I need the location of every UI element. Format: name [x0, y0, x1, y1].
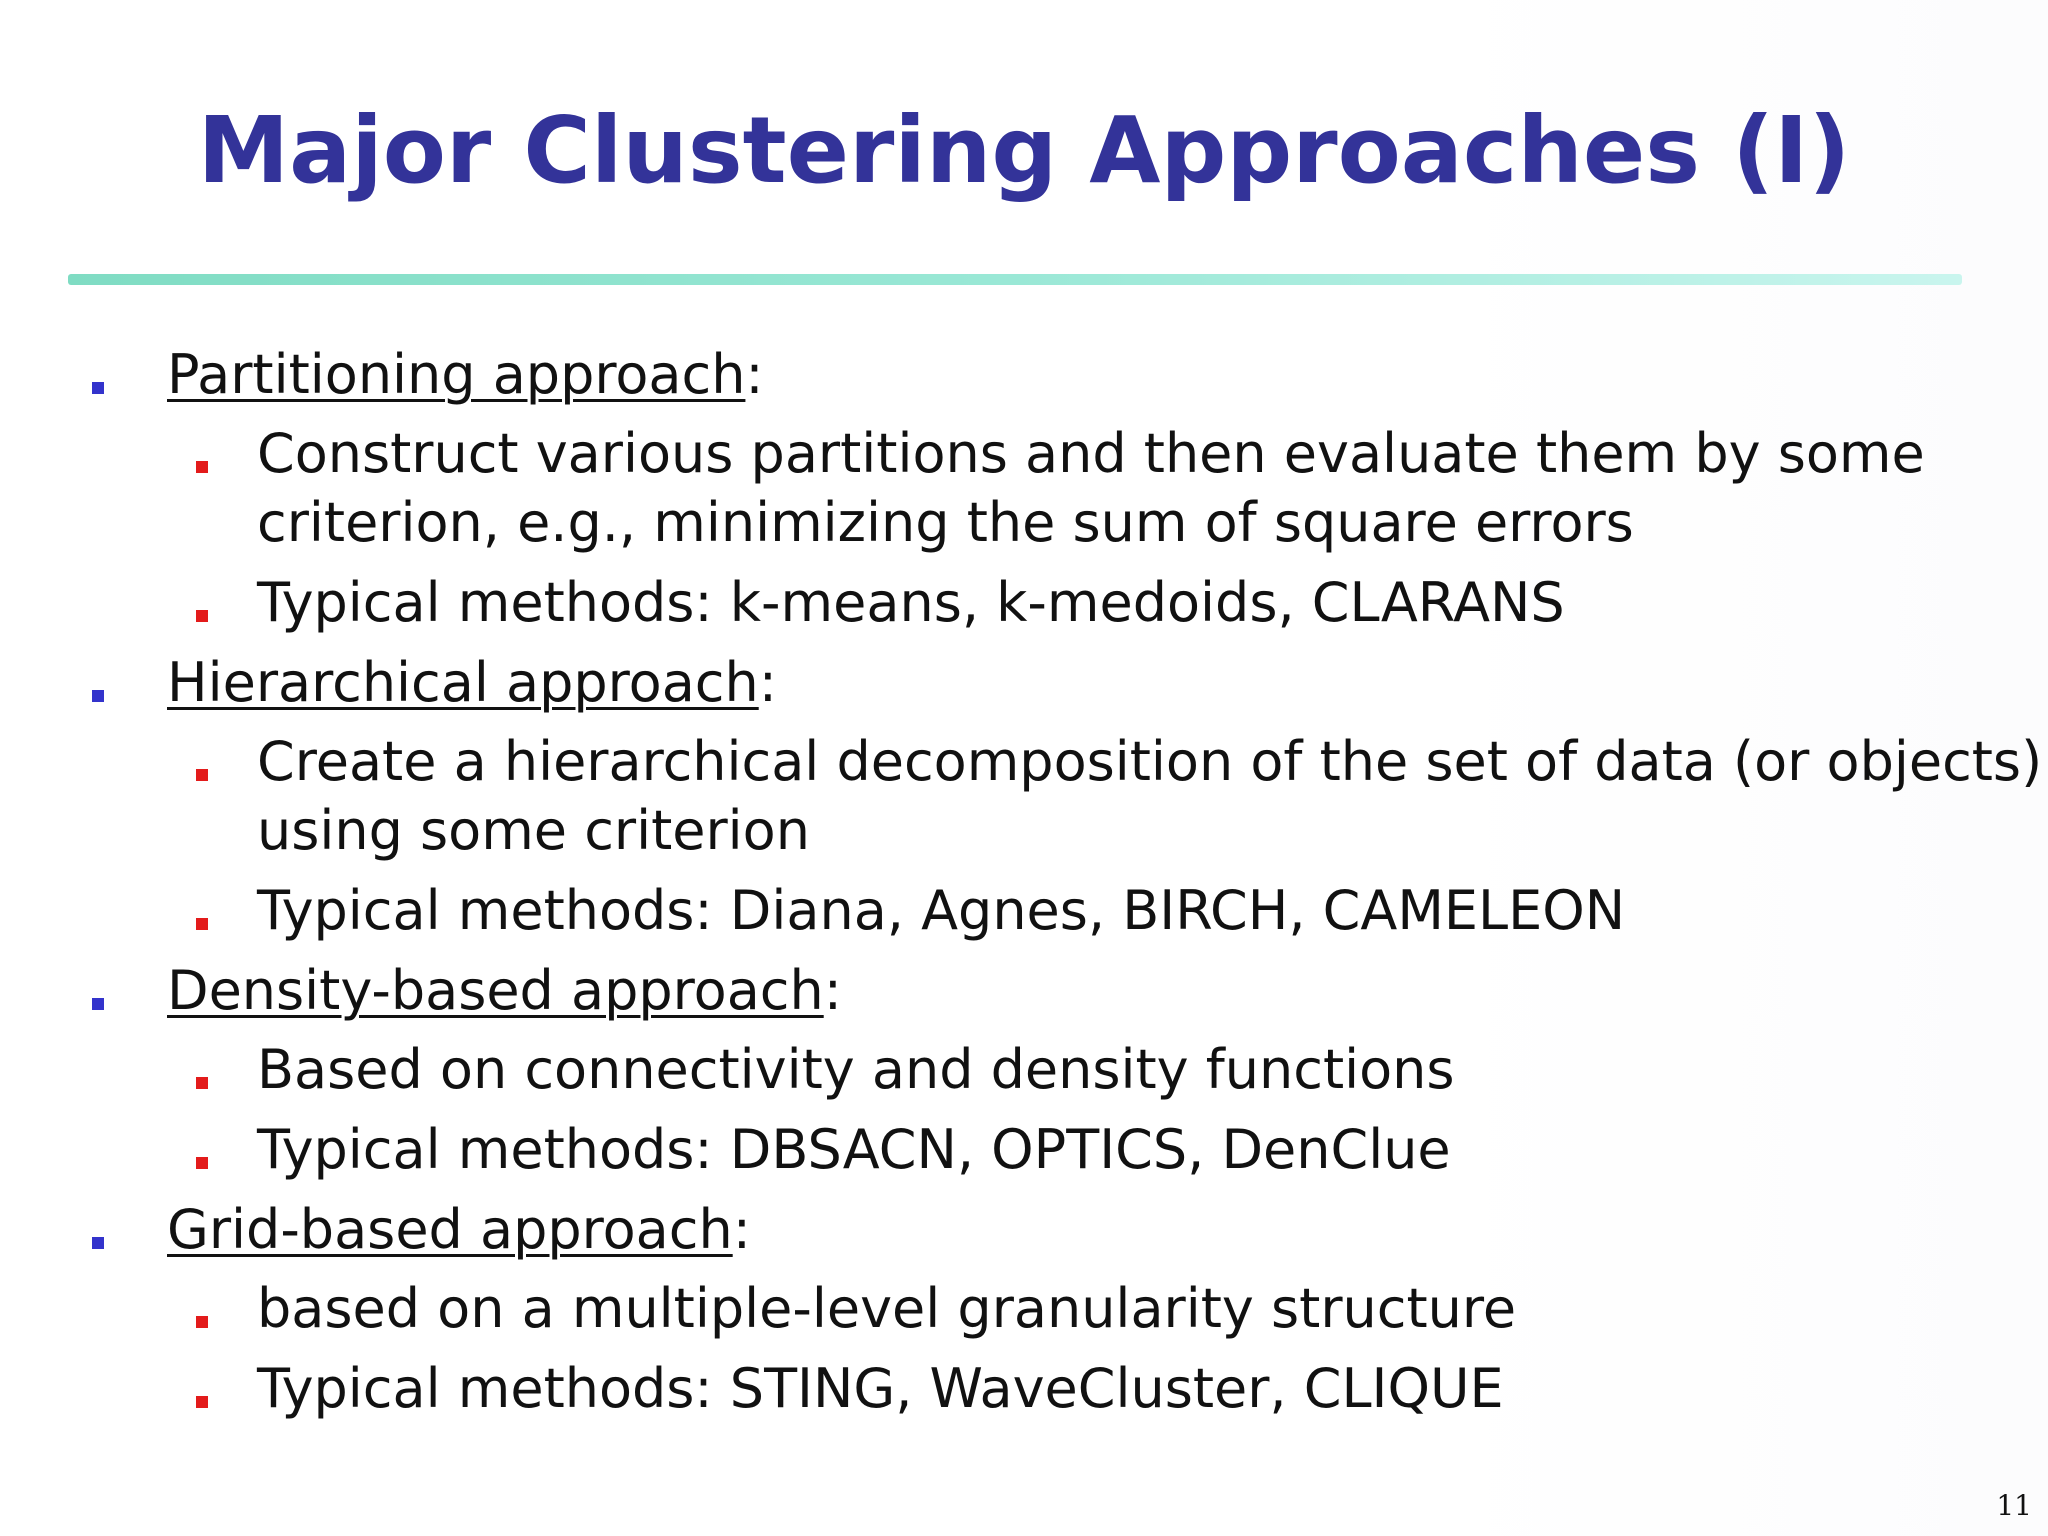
level1-bullet-icon: [92, 1237, 104, 1249]
title-divider: [68, 274, 1962, 285]
level1-bullet-icon: [92, 690, 104, 702]
level2-bullet-icon: [196, 769, 208, 781]
section-heading: [167, 956, 842, 1025]
section-heading-label: Hierarchical approach: [167, 651, 759, 714]
level2-bullet-icon: [196, 1077, 208, 1089]
level1-bullet-icon: [92, 998, 104, 1010]
level2-bullet-icon: [196, 461, 208, 473]
list-item-line: based on a multiple-level granularity structure: [257, 1277, 1517, 1340]
level2-bullet-icon: [196, 610, 208, 622]
list-item-line: Create a hierarchical decomposition of the set of data (or objects): [257, 730, 2043, 793]
list-item-line: Typical methods: Diana, Agnes, BIRCH, CAMELEON: [257, 879, 1626, 942]
section-heading: [167, 1195, 751, 1264]
level2-bullet-icon: [196, 918, 208, 930]
level2-bullet-icon: [196, 1316, 208, 1328]
section-heading-label: Density-based approach: [167, 959, 824, 1022]
list-item-line: Construct various partitions and then evaluate them by some: [257, 422, 1925, 485]
list-item-line: Typical methods: DBSACN, OPTICS, DenClue: [257, 1118, 1451, 1181]
section-heading: [167, 648, 777, 717]
section-heading-label: Grid-based approach: [167, 1198, 733, 1261]
list-item-line: Based on connectivity and density functions: [257, 1038, 1455, 1101]
list-item-line: using some criterion: [257, 799, 810, 862]
section-heading: [167, 340, 764, 409]
level1-bullet-icon: [92, 382, 104, 394]
section-heading-label: Partitioning approach: [167, 343, 746, 406]
level2-bullet-icon: [196, 1396, 208, 1408]
page-number: 11: [1996, 1489, 2032, 1522]
section-heading-suffix: :: [732, 1198, 751, 1261]
section-heading-suffix: :: [758, 651, 777, 714]
list-item-line: criterion, e.g., minimizing the sum of square errors: [257, 491, 1634, 554]
level2-bullet-icon: [196, 1157, 208, 1169]
section-heading-suffix: :: [745, 343, 764, 406]
section-heading-suffix: :: [823, 959, 842, 1022]
list-item-line: Typical methods: STING, WaveCluster, CLIQUE: [257, 1357, 1504, 1420]
list-item-line: Typical methods: k-means, k-medoids, CLARANS: [257, 571, 1565, 634]
slide-title: Major Clustering Approaches (I): [197, 97, 1851, 204]
